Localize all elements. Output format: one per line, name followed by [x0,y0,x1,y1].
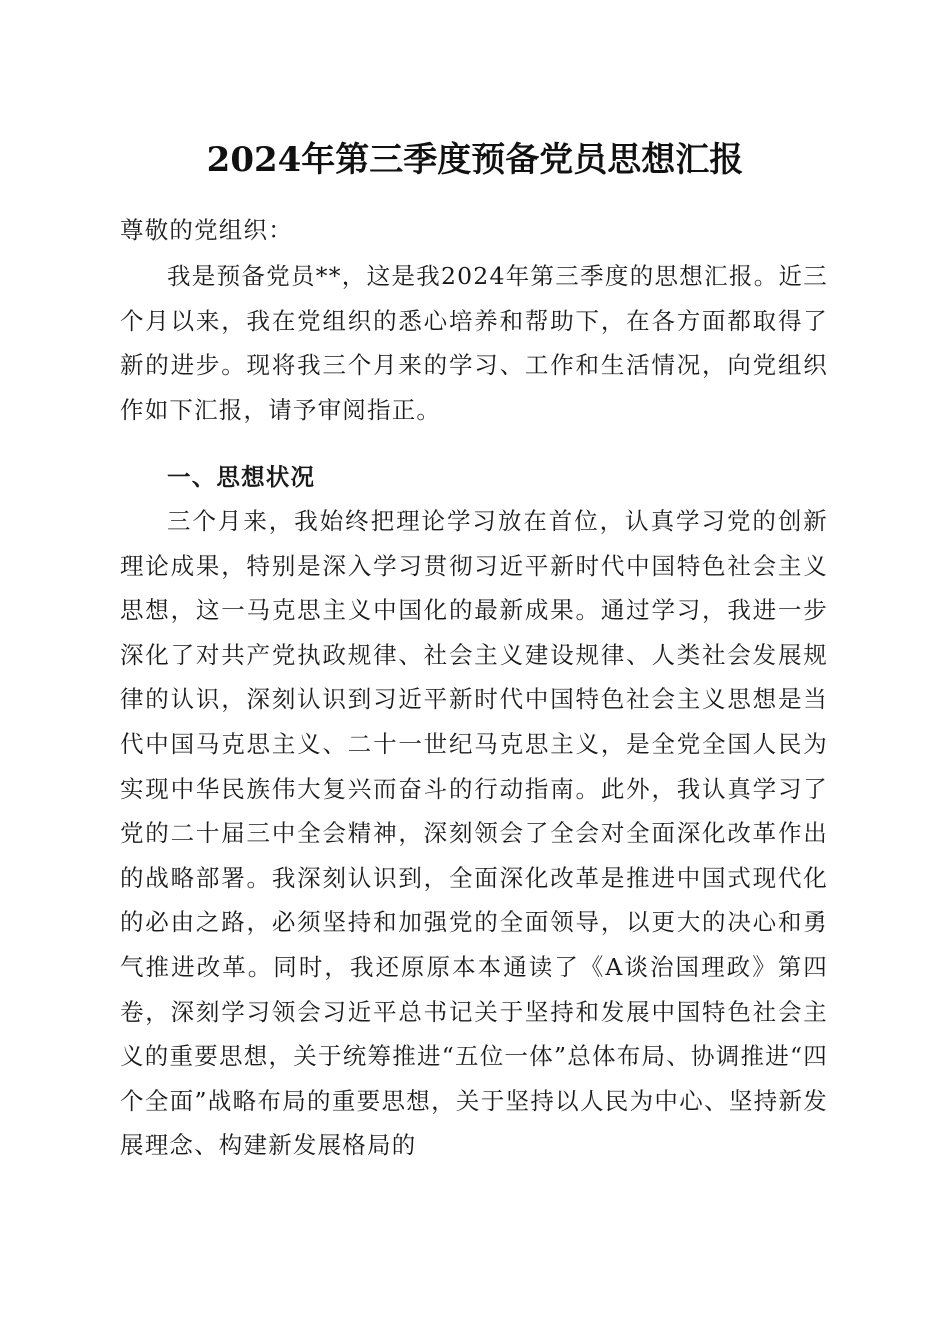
intro-paragraph: 我是预备党员**，这是我2024年第三季度的思想汇报。近三个月以来，我在党组织的悉心培养和帮助下，在各方面都取得了新的进步。现将我三个月来的学习、工作和生活情况，向党组织作如下汇报，请予审阅指正。 [120,262,828,424]
section-heading-thoughts: 一、思想状况 [167,463,316,491]
salutation: 尊敬的党组织： [120,216,293,244]
section-paragraph-thoughts: 三个月来，我始终把理论学习放在首位，认真学习党的创新理论成果，特别是深入学习贯彻习近平新时代中国特色社会主义思想，这一马克思主义中国化的最新成果。通过学习，我进一步深化了对共产党执政规律、社会主义建设规律、人类社会发展规律的认识，深刻认识到习近平新时代中国特色社会主义思想是当代中国马克思主义、二十一世纪马克思主义，是全党全国人民为实现中华民族伟大复兴而奋斗的行动指南。此外，我认真学习了党的二十届三中全会精神，深刻领会了全会对全面深化改革作出的战略部署。我深刻认识到，全面深化改革是推进中国式现代化的必由之路，必须坚持和加强党的全面领导，以更大的决心和勇气推进改革。同时，我还原原本本通读了《A谈治国理政》第四卷，深刻学习领会习近平总书记关于坚持和发展中国特色社会主义的重要思想，关于统筹推进“五位一体”总体布局、协调推进“四个全面”战略布局的重要思想，关于坚持以人民为中心、坚持新发展理念、构建新发展格局的 [120,507,828,1160]
document-title: 2024年第三季度预备党员思想汇报 [206,140,744,180]
